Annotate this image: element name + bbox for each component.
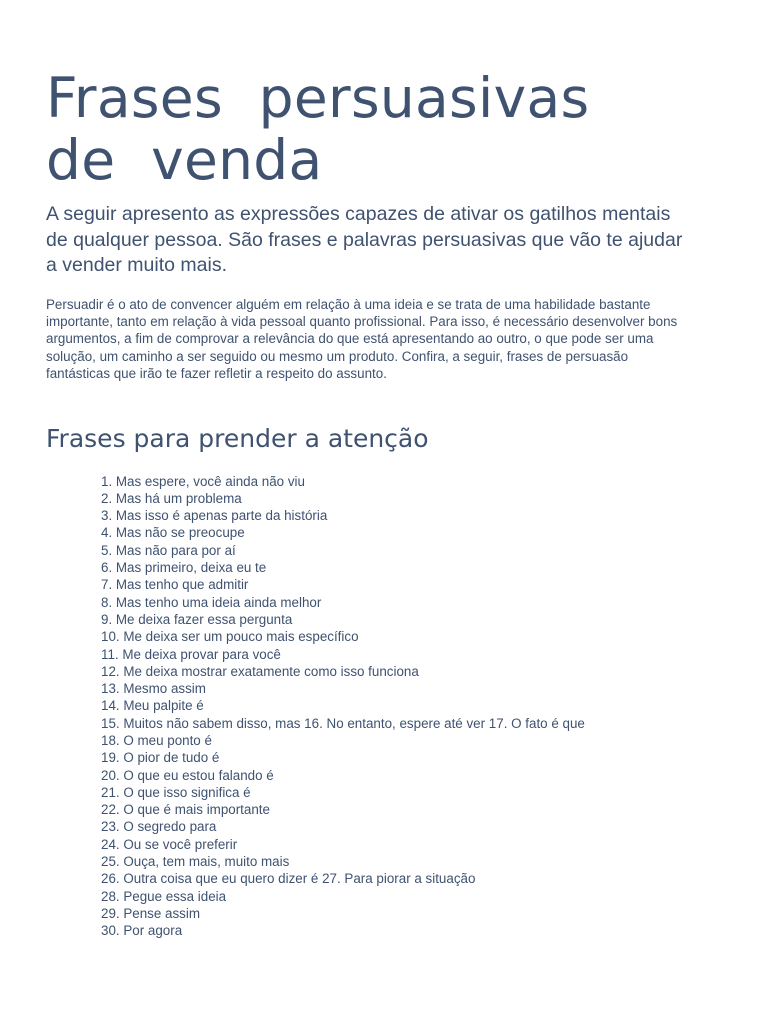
list-item: 7. Mas tenho que admitir — [101, 577, 249, 593]
list-item: 25. Ouça, tem mais, muito mais — [101, 854, 290, 870]
list-item: 19. O pior de tudo é — [101, 750, 220, 766]
page-title — [46, 0, 686, 191]
list-item: 8. Mas tenho uma ideia ainda melhor — [101, 594, 322, 610]
list-item: 30. Por agora — [101, 923, 183, 939]
list-item: 12. Me deixa mostrar exatamente como isso funciona — [101, 663, 419, 679]
list-item: 9. Me deixa fazer essa pergunta — [101, 611, 293, 627]
page-title-line-1: Frases persuasivas — [46, 66, 590, 130]
list-item: 29. Pense assim — [101, 905, 200, 921]
list-item: 20. O que eu estou falando é — [101, 767, 274, 783]
list-item: 3. Mas isso é apenas parte da história — [101, 508, 328, 524]
list-item: 28. Pegue essa ideia — [101, 888, 227, 904]
list-item: 15. Muitos não sabem disso, mas 16. No entanto, espere até ver 17. O fato é que — [101, 715, 585, 731]
list-item: 18. O meu ponto é — [101, 732, 212, 748]
page-title-line-2: de venda — [46, 128, 323, 192]
list-item: 21. O que isso significa é — [101, 784, 251, 800]
list-item: 23. O segredo para — [101, 819, 217, 835]
list-item: 5. Mas não para por aí — [101, 542, 236, 558]
list-item: 1. Mas espere, você ainda não viu — [101, 473, 305, 489]
list-item: 10. Me deixa ser um pouco mais específico — [101, 629, 359, 645]
intro-paragraph: Persuadir é o ato de convencer alguém em relação à uma ideia e se trata de uma habilidade bastante importante, tanto em relação à vida pessoal quanto profissional. Para isso, é necessário desenvolver bons argumentos, a fim de comprovar a relevância do que está apresentando ao outro, o que pode ser uma solução, um caminho a ser seguido ou mesmo um produto. Confira, a seguir, frases de persuasão fantásticas que irão te fazer refletir a respeito do assunto. — [46, 296, 678, 382]
section-heading: Frases para prender a atenção — [46, 423, 429, 453]
document-page — [46, 0, 686, 940]
list-item: 14. Meu palpite é — [101, 698, 204, 714]
phrase-list — [46, 473, 686, 940]
list-item: 24. Ou se você preferir — [101, 836, 238, 852]
list-item: 13. Mesmo assim — [101, 681, 206, 697]
list-item: 4. Mas não se preocupe — [101, 525, 245, 541]
list-item: 2. Mas há um problema — [101, 490, 242, 506]
list-item: 6. Mas primeiro, deixa eu te — [101, 560, 267, 576]
list-item: 26. Outra coisa que eu quero dizer é 27. Para piorar a situação — [101, 871, 476, 887]
list-item: 11. Me deixa provar para você — [101, 646, 281, 662]
subtitle: A seguir apresento as expressões capazes de ativar os gatilhos mentais de qualquer pessoa. São frases e palavras persuasivas que vão te ajudar a vender muito mais. — [46, 203, 683, 276]
list-item: 22. O que é mais importante — [101, 802, 270, 818]
